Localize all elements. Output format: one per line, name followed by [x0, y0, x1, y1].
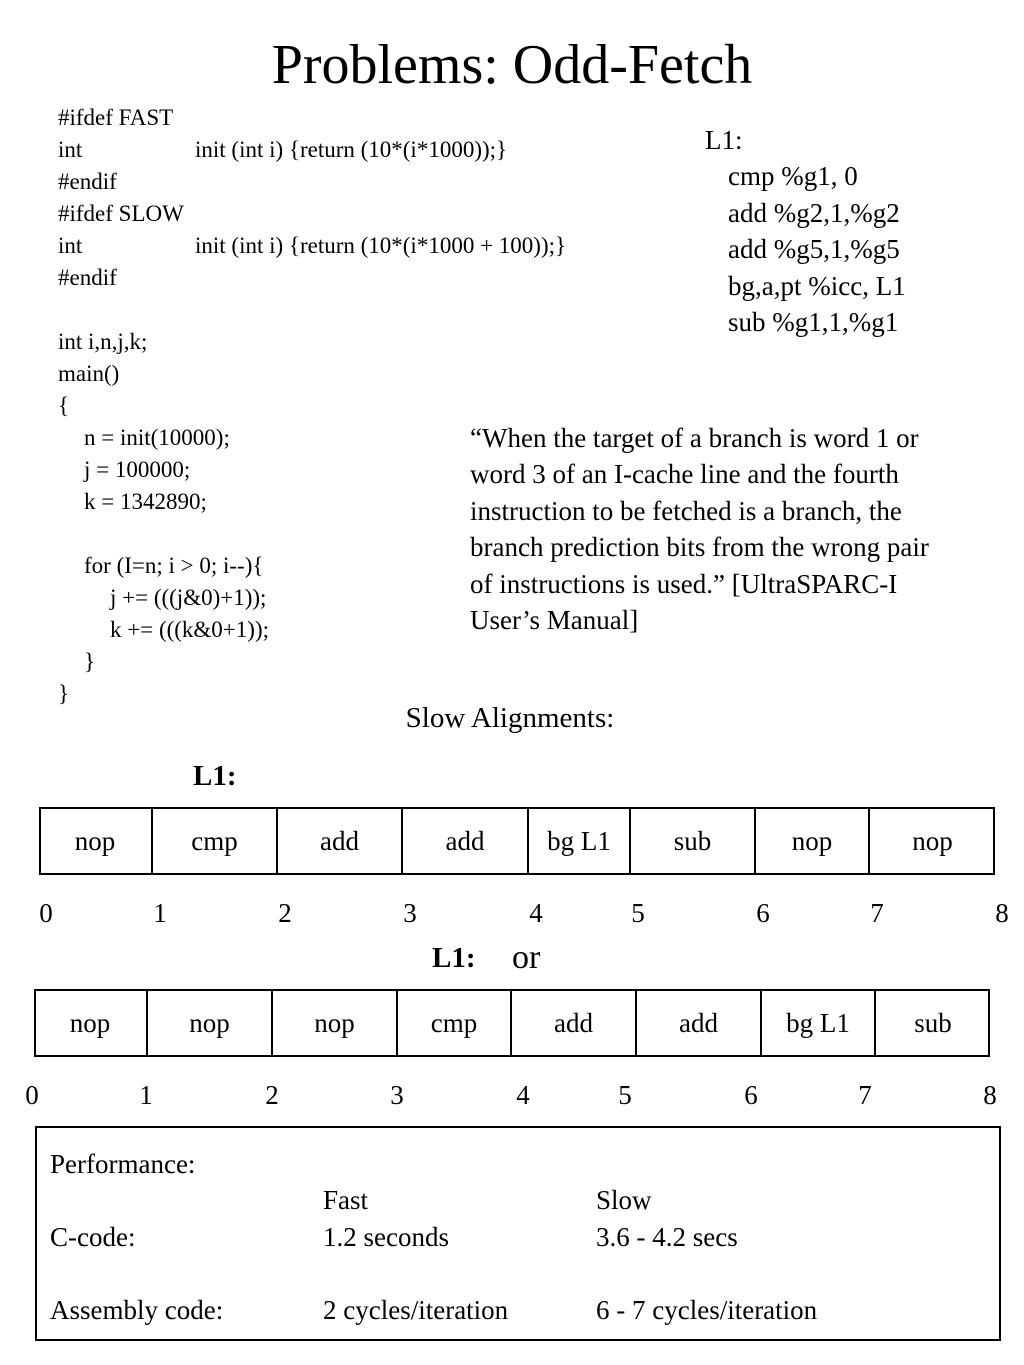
asm-line: bg,a,pt %icc, L1: [728, 270, 906, 301]
code-text: #ifdef FAST: [58, 105, 174, 130]
code-line: [84, 646, 95, 678]
code-line: [58, 326, 147, 358]
slot-index-label: 3: [403, 898, 417, 928]
perf-row-asm-fast: 2 cycles/iteration: [323, 1295, 509, 1325]
code-text: #endif: [58, 265, 117, 290]
alignment1-label: L1:: [193, 760, 237, 792]
code-line: [58, 230, 567, 262]
slot-index-label: 8: [995, 898, 1009, 928]
slot-index-label: 0: [25, 1080, 39, 1110]
slow-alignments-heading: Slow Alignments:: [405, 702, 615, 734]
fetch-slot: add: [403, 809, 529, 873]
code-text: int: [58, 137, 83, 162]
quote-line: of instructions is used.” [UltraSPARC-I: [470, 568, 898, 599]
code-text: }: [58, 681, 70, 706]
fetch-slot: nop: [756, 809, 870, 873]
fetch-slot: cmp: [153, 809, 278, 873]
quote-line: word 3 of an I-cache line and the fourth: [470, 459, 899, 490]
alignment2-label: L1:: [432, 942, 476, 974]
code-text: n = init(10000);: [84, 425, 230, 450]
col-fast-header: Fast: [323, 1185, 369, 1215]
code-text: int i,n,j,k;: [58, 329, 148, 354]
fetch-slot: nop: [39, 809, 153, 873]
slot-index-label: 8: [983, 1080, 997, 1110]
perf-row-asm-label: Assembly code:: [50, 1295, 224, 1325]
code-text: {: [58, 393, 70, 418]
code-line: [110, 582, 266, 614]
slot-index-label: 1: [153, 898, 167, 928]
slot-index-label: 3: [390, 1080, 404, 1110]
quote-line: User’s Manual]: [470, 605, 639, 635]
fetch-slot: bg L1: [529, 809, 631, 873]
slot-index-label: 1: [139, 1080, 153, 1110]
code-line: [58, 358, 119, 390]
code-text-col2: init (int i) {return (10*(i*1000));}: [195, 137, 508, 162]
asm-line: add %g5,1,%g5: [728, 234, 900, 265]
code-line: [84, 486, 207, 518]
code-line: [58, 198, 184, 230]
fetch-slot: add: [278, 809, 403, 873]
fetch-slot: add: [637, 991, 762, 1055]
slide-title: Problems: Odd-Fetch: [271, 34, 753, 96]
code-line: [58, 262, 117, 294]
performance-box: [35, 1126, 1001, 1341]
alignment2-row: [34, 989, 990, 1057]
code-line: [84, 422, 230, 454]
fetch-slot: add: [512, 991, 637, 1055]
fetch-slot: nop: [34, 991, 148, 1055]
code-text: }: [84, 649, 96, 674]
asm-label: L1:: [705, 125, 743, 155]
col-slow-header: Slow: [596, 1185, 652, 1215]
fetch-slot: bg L1: [762, 991, 876, 1055]
slot-index-label: 6: [756, 898, 770, 928]
fetch-slot: nop: [148, 991, 273, 1055]
code-text: #endif: [58, 169, 117, 194]
code-text: for (I=n; i > 0; i--){: [84, 553, 264, 578]
code-line: [84, 550, 263, 582]
code-text: #ifdef SLOW: [58, 201, 184, 226]
slot-index-label: 4: [516, 1080, 530, 1110]
slot-index-label: 2: [265, 1080, 279, 1110]
asm-line: cmp %g1, 0: [728, 161, 858, 192]
perf-row-c-slow: 3.6 - 4.2 secs: [596, 1222, 738, 1252]
slot-index-label: 6: [744, 1080, 758, 1110]
code-text: int: [58, 233, 83, 258]
alignment1-row: [39, 807, 995, 875]
code-text: k = 1342890;: [84, 489, 207, 514]
slot-index-label: 5: [618, 1080, 632, 1110]
fetch-slot: nop: [273, 991, 398, 1055]
code-text: k += (((k&0+1));: [110, 617, 269, 642]
fetch-slot: cmp: [398, 991, 512, 1055]
alignment2-or: or: [512, 939, 541, 976]
fetch-slot: nop: [912, 825, 953, 856]
asm-line: add %g2,1,%g2: [728, 197, 900, 228]
slot-index-label: 4: [529, 898, 543, 928]
perf-row-c-label: C-code:: [50, 1222, 136, 1252]
alignment1-ticks: [0, 898, 1024, 930]
code-text: j += (((j&0)+1));: [110, 585, 267, 610]
quote-line: instruction to be fetched is a branch, the: [470, 495, 902, 526]
code-line: [58, 166, 117, 198]
quote-line: branch prediction bits from the wrong pair: [470, 532, 929, 563]
code-line: [58, 390, 69, 422]
fetch-slot: sub: [631, 809, 756, 873]
code-text: j = 100000;: [84, 457, 191, 482]
code-line: [110, 614, 269, 646]
slot-index-label: 5: [631, 898, 645, 928]
perf-row-asm-slow: 6 - 7 cycles/iteration: [596, 1295, 818, 1325]
code-line: [58, 134, 508, 166]
slot-index-label: 7: [858, 1080, 872, 1110]
code-text-col2: init (int i) {return (10*(i*1000 + 100));}: [195, 233, 567, 258]
slot-index-label: 0: [39, 898, 53, 928]
slot-index-label: 2: [278, 898, 292, 928]
asm-line: sub %g1,1,%g1: [728, 307, 899, 337]
alignment2-ticks: [0, 1080, 1024, 1112]
code-line: [58, 102, 173, 134]
slot-index-label: 7: [870, 898, 884, 928]
perf-row-c-fast: 1.2 seconds: [323, 1222, 449, 1252]
fetch-slot: sub: [914, 1007, 952, 1038]
quote-line: “When the target of a branch is word 1 or: [470, 423, 919, 453]
code-text: main(): [58, 361, 120, 386]
performance-heading: Performance:: [50, 1149, 196, 1179]
code-line: [84, 454, 190, 486]
